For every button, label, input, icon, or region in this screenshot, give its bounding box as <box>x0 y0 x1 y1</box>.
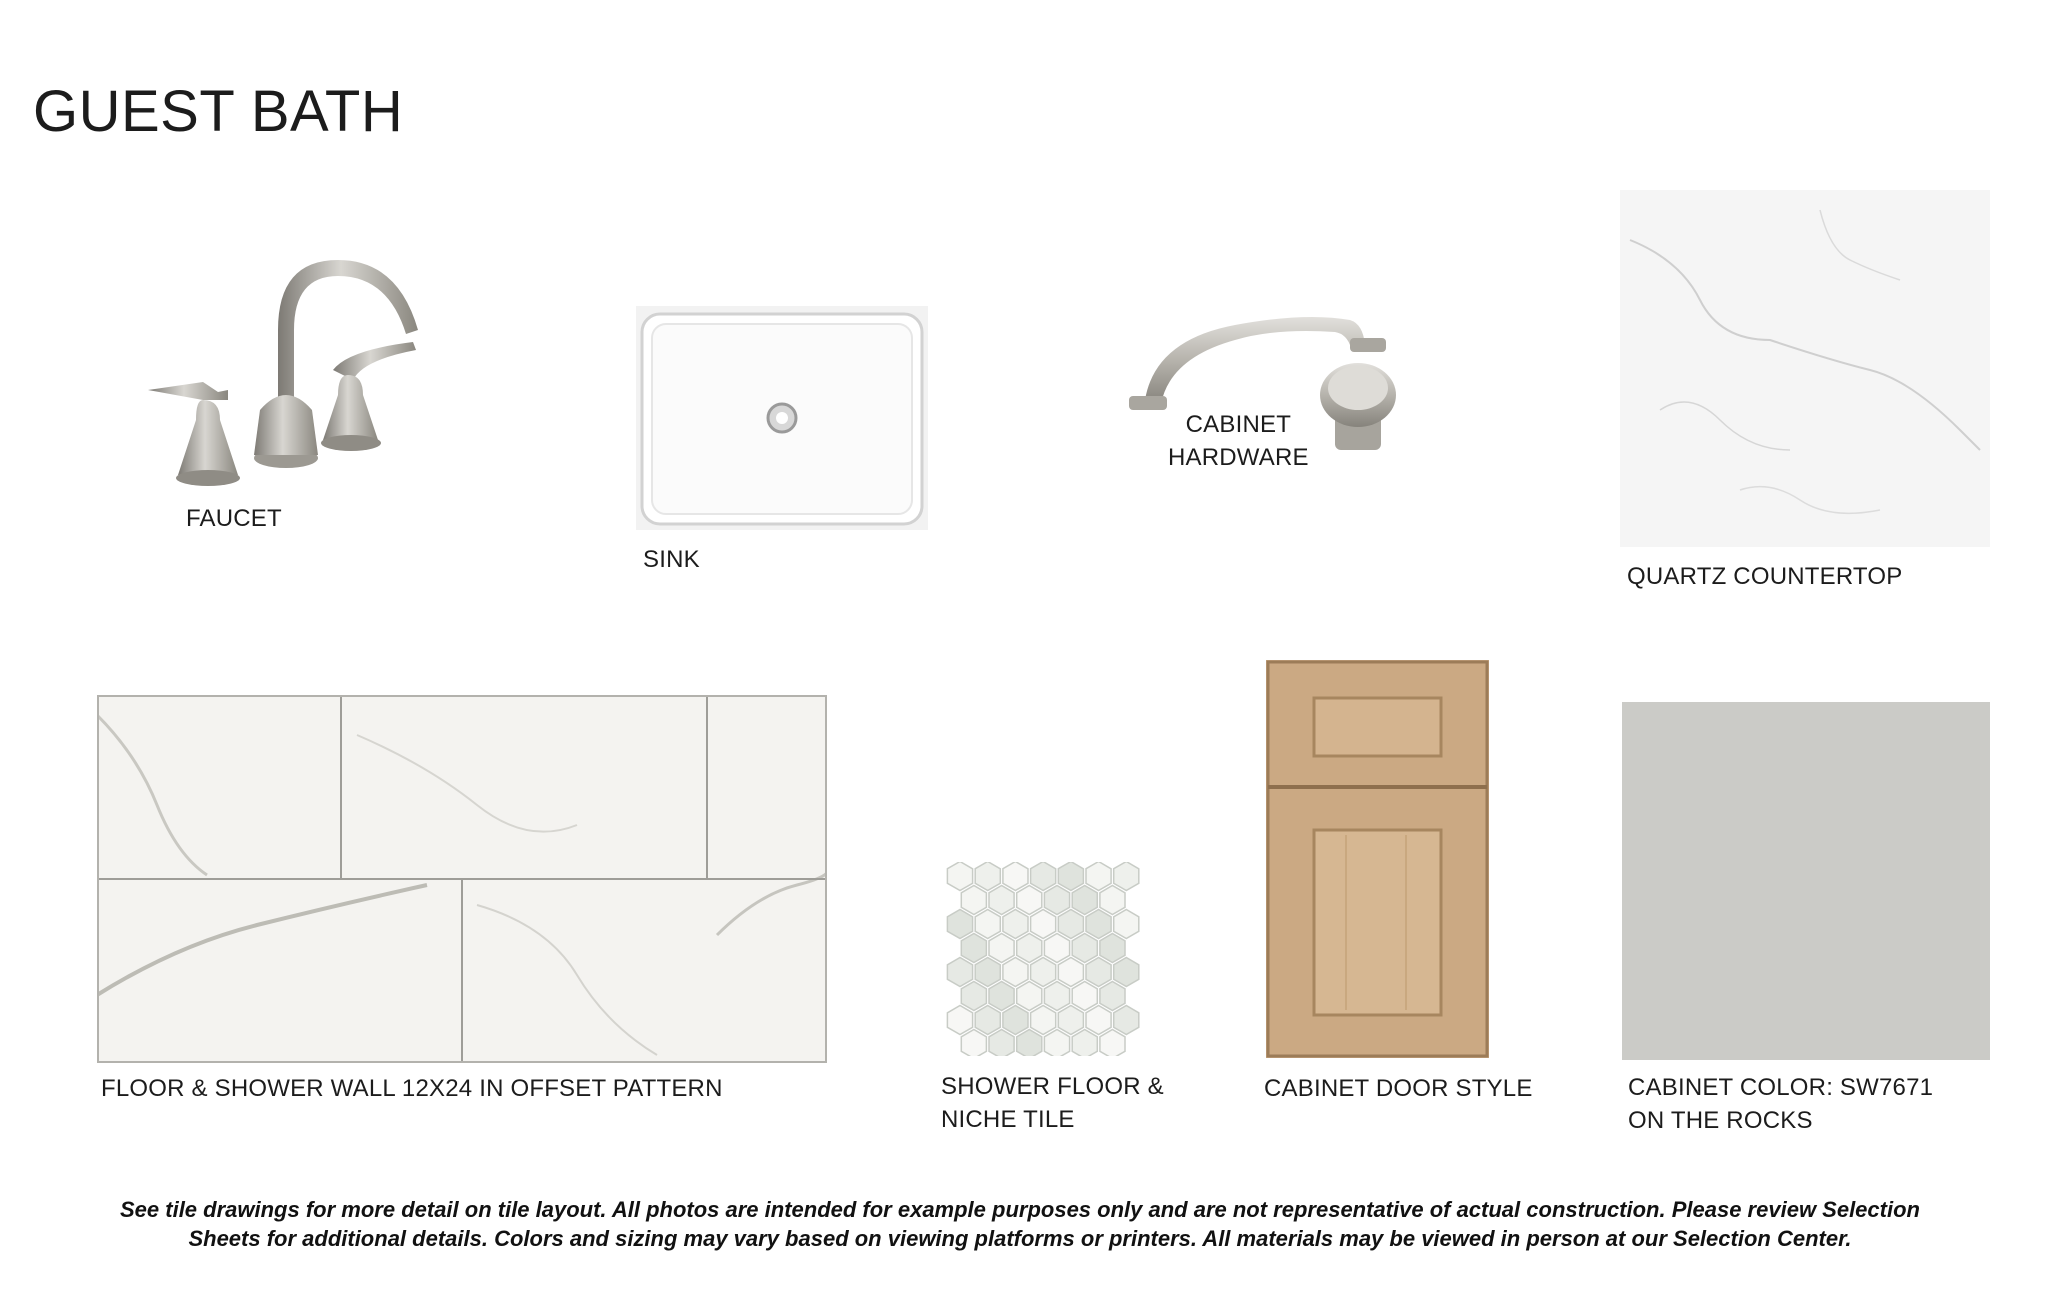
hex-tile <box>1044 934 1069 963</box>
cabinet-hardware-label: CABINET HARDWARE <box>1168 411 1309 471</box>
hex-tile <box>1003 1006 1028 1035</box>
hex-tile <box>1044 1030 1069 1057</box>
hex-tile <box>1017 982 1042 1011</box>
hex-tile <box>989 982 1014 1011</box>
hex-tile <box>1017 1030 1042 1057</box>
hex-tile <box>975 958 1000 987</box>
hex-tile <box>1031 862 1056 891</box>
hex-tile <box>947 910 972 939</box>
hex-tile <box>1086 958 1111 987</box>
hex-tile <box>975 910 1000 939</box>
faucet-image <box>148 250 428 490</box>
hex-tile <box>1100 886 1125 915</box>
hex-tile <box>1100 982 1125 1011</box>
hex-tile <box>1114 1006 1139 1035</box>
hex-tile <box>1072 982 1097 1011</box>
hex-tile <box>1044 886 1069 915</box>
quartz-countertop-label: QUARTZ COUNTERTOP <box>1627 563 1903 590</box>
hex-tile <box>1031 958 1056 987</box>
hex-tile <box>961 1030 986 1057</box>
cabinet-color-swatch <box>1622 702 1990 1060</box>
hex-tile <box>1072 886 1097 915</box>
cabinet-door-label: CABINET DOOR STYLE <box>1264 1075 1533 1102</box>
hex-tile <box>1044 982 1069 1011</box>
hex-tile <box>1017 934 1042 963</box>
disclaimer-text: See tile drawings for more detail on tile layout. All photos are intended for example purposes only and are not representative of actual construction. Please review Selection Sheets for additional details. Colors and sizing may vary based on viewing platforms or printers. All materials may be viewed in person at our Selection Center. <box>120 1197 1920 1251</box>
faucet-icon <box>148 250 428 490</box>
quartz-countertop-swatch <box>1620 190 1990 547</box>
sink-icon <box>636 306 928 530</box>
hex-tile <box>1100 934 1125 963</box>
hex-tile <box>1086 1006 1111 1035</box>
hex-tile <box>1114 910 1139 939</box>
hex-tile <box>1086 862 1111 891</box>
faucet-label: FAUCET <box>186 505 282 532</box>
page-title: GUEST BATH <box>33 79 404 144</box>
hex-tile <box>989 934 1014 963</box>
hex-tile <box>961 886 986 915</box>
hex-tile <box>975 1006 1000 1035</box>
hex-tile <box>947 958 972 987</box>
floor-tile-label: FLOOR & SHOWER WALL 12X24 IN OFFSET PATTERN <box>101 1075 723 1102</box>
hex-tile <box>975 862 1000 891</box>
hex-tile <box>1017 886 1042 915</box>
sink-label: SINK <box>643 546 700 573</box>
hex-tile <box>1114 862 1139 891</box>
hex-tile <box>1003 958 1028 987</box>
hex-tile <box>1031 1006 1056 1035</box>
hex-tile <box>1114 958 1139 987</box>
cabinet-color-label: CABINET COLOR: SW7671 ON THE ROCKS <box>1628 1074 1934 1134</box>
hex-tile <box>1086 910 1111 939</box>
floor-tile-swatch <box>97 695 827 1063</box>
hex-tile <box>947 1006 972 1035</box>
cabinet-door-swatch <box>1266 660 1489 1058</box>
hex-tile <box>961 934 986 963</box>
hex-tile <box>1058 910 1083 939</box>
hex-tile <box>1072 934 1097 963</box>
hex-tile <box>1100 1030 1125 1057</box>
hex-tile <box>1058 958 1083 987</box>
shower-floor-tile-swatch <box>946 862 1146 1056</box>
hex-tile <box>1003 910 1028 939</box>
shower-floor-tile-label: SHOWER FLOOR & NICHE TILE <box>941 1073 1164 1133</box>
hex-tile <box>1031 910 1056 939</box>
hex-tile <box>1003 862 1028 891</box>
hex-tile <box>947 862 972 891</box>
sink-image <box>636 306 928 530</box>
hex-tile <box>989 1030 1014 1057</box>
hex-tile <box>1058 862 1083 891</box>
hex-tile <box>961 982 986 1011</box>
hex-tile <box>989 886 1014 915</box>
hex-tile <box>1072 1030 1097 1057</box>
hex-tile <box>1058 1006 1083 1035</box>
